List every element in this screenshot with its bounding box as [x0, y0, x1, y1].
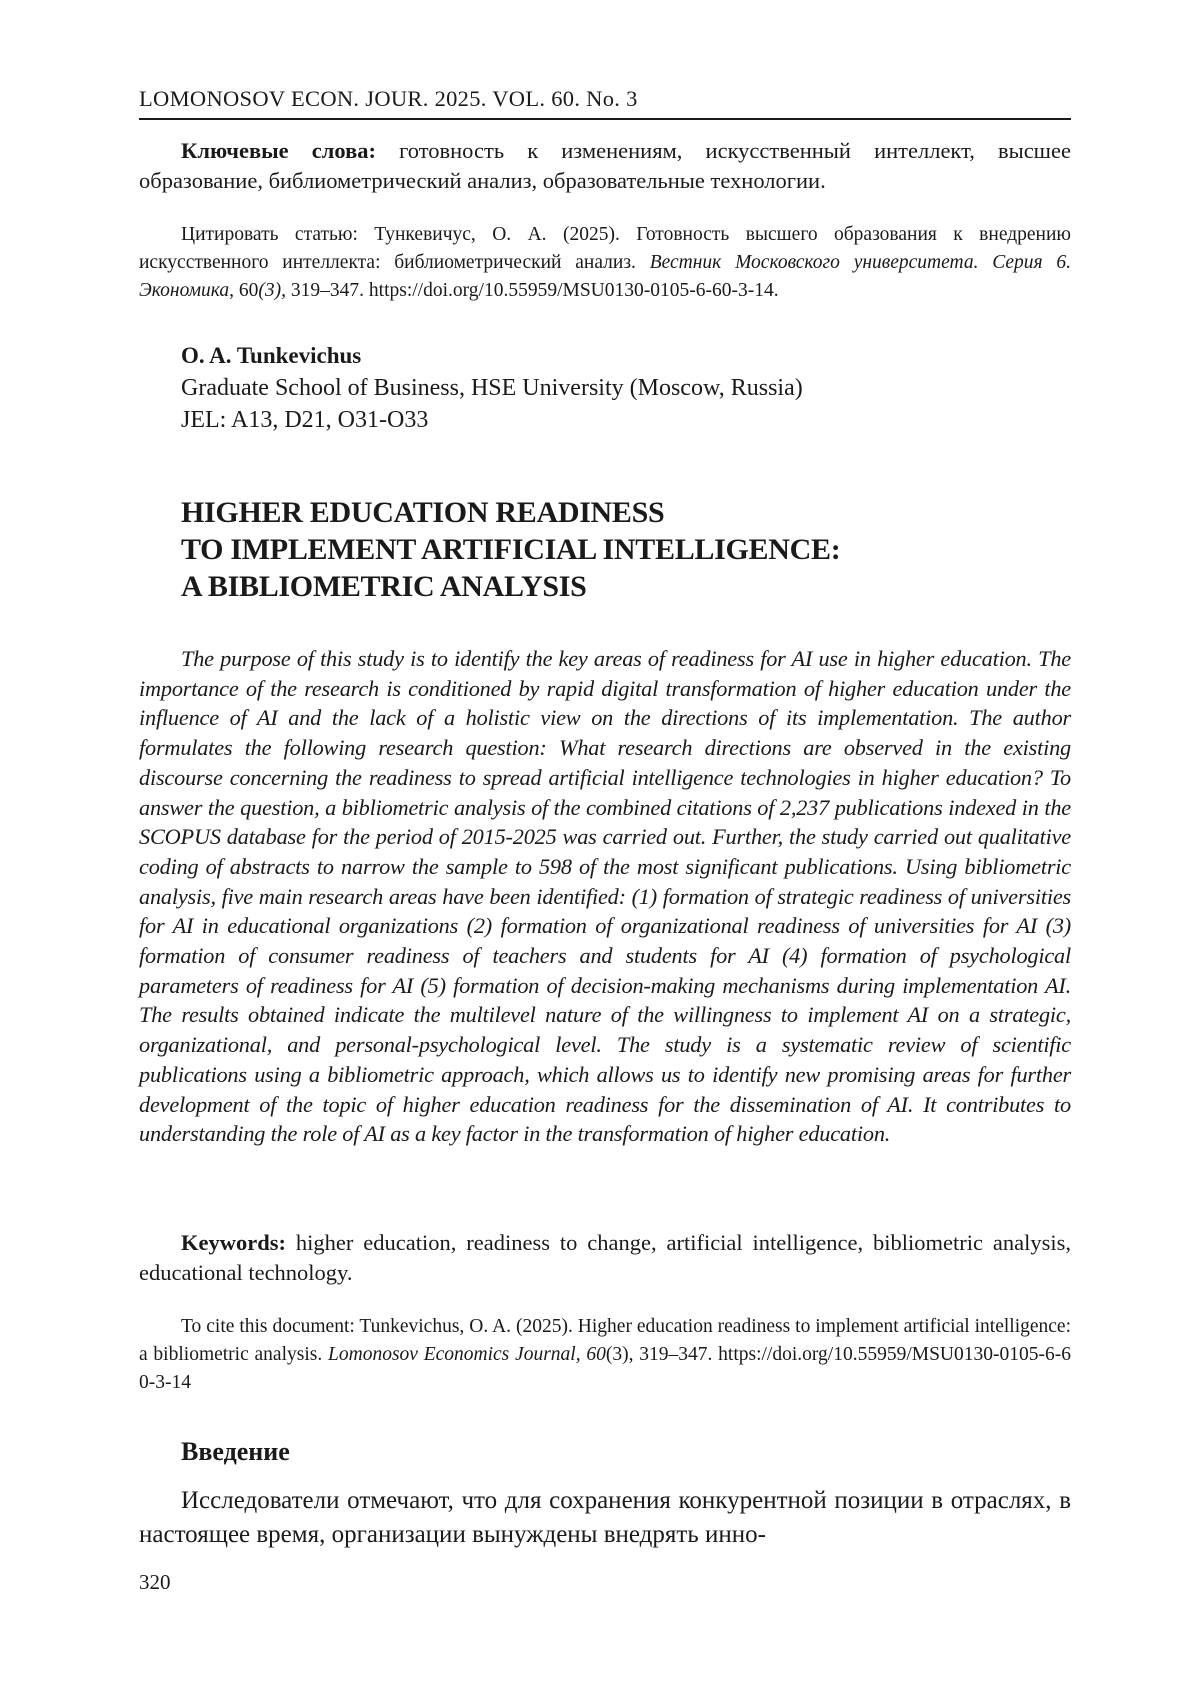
- title-line-1: HIGHER EDUCATION READINESS: [181, 496, 665, 529]
- ru-citation: [139, 221, 1071, 305]
- author-affiliation: Graduate School of Business, HSE University (Moscow, Russia): [181, 375, 803, 401]
- en-keywords: [139, 1228, 1071, 1288]
- title-line-3: A BIBLIOMETRIC ANALYSIS: [181, 570, 587, 603]
- jel-codes: JEL: A13, D21, O31-O33: [181, 407, 429, 433]
- page-number: 320: [139, 1570, 171, 1594]
- title-line-2: TO IMPLEMENT ARTIFICIAL INTELLIGENCE:: [181, 533, 841, 566]
- ru-citation-prefix: Цитировать статью: Тункевичус, О. А. (2025). Готовность высшего образования к внедрению искусственного интеллекта: библиометрический анализ.: [139, 224, 1071, 273]
- ru-citation-journal: Вестник Московского университета. Серия 6. Экономика,: [139, 252, 1071, 301]
- en-keywords-text: higher education, readiness to change, artificial intelligence, bibliometric analysis, educational technology.: [139, 1230, 1071, 1285]
- ru-citation-suffix: 319–347. https://doi.org/10.55959/MSU0130-0105-6-60-3-14.: [286, 280, 779, 301]
- en-citation-prefix: To cite this document: Tunkevichus, O. A. (2025). Higher education readiness to implement artificial intelligence: a bibliometric analysis.: [139, 1316, 1071, 1365]
- en-citation: [139, 1313, 1071, 1397]
- author-block: [181, 340, 1071, 436]
- body-paragraph: Исследователи отмечают, что для сохранения конкурентной позиции в отраслях, в настоящее время, организации вынуждены внедрять инно-: [139, 1487, 1071, 1548]
- ru-keywords-label: Ключевые слова:: [181, 138, 376, 163]
- en-citation-journal: Lomonosov Economics Journal, 60: [328, 1344, 606, 1365]
- ru-keywords: [139, 136, 1071, 196]
- header-rule: [139, 118, 1071, 120]
- article-title: [181, 494, 1071, 605]
- ru-keywords-text: готовность к изменениям, искусственный интеллект, высшее образование, библиометрический анализ, образовательные технологии.: [139, 138, 1071, 193]
- running-head: LOMONOSOV ECON. JOUR. 2025. VOL. 60. No. 3: [139, 86, 638, 111]
- en-keywords-label: Keywords:: [181, 1230, 286, 1255]
- ru-citation-volume: 60: [234, 280, 259, 301]
- en-citation-suffix: (3), 319–347. https://doi.org/10.55959/MSU0130-0105-6-60-3-14: [139, 1344, 1071, 1393]
- ru-citation-issue: (3),: [258, 280, 287, 301]
- author-name: O. A. Tunkevichus: [181, 343, 362, 368]
- section-heading: Введение: [181, 1437, 290, 1466]
- abstract: The purpose of this study is to identify the key areas of readiness for AI use in higher education. The importance of the research is conditioned by rapid digital transformation of higher education under the influence of AI and the lack of a holistic view on the directions of its implementation. The author formulates the following research question: What research directions are observed in the existing discourse concerning the readiness to spread artificial intelligence technologies in higher education? To answer the question, a bibliometric analysis of the combined citations of 2,237 publications indexed in the SCOPUS database for the period of 2015-2025 was carried out. Further, the study carried out qualitative coding of abstracts to narrow the sample to 598 of the most significant publications. Using bibliometric analysis, five main research areas have been identified: (1) formation of strategic readiness of universities for AI in educational organizations (2) formation of organizational readiness of universities for AI (3) formation of consumer readiness of teachers and students for AI (4) formation of psychological parameters of readiness for AI (5) formation of decision-making mechanisms during implementation AI. The results obtained indicate the multilevel nature of the willingness to implement AI on a strategic, organizational, and personal-psychological level. The study is a systematic review of scientific publications using a bibliometric approach, which allows us to identify new promising areas for further development of the topic of higher education readiness for the dissemination of AI. It contributes to understanding the role of AI as a key factor in the transformation of higher education.: [139, 646, 1071, 1147]
